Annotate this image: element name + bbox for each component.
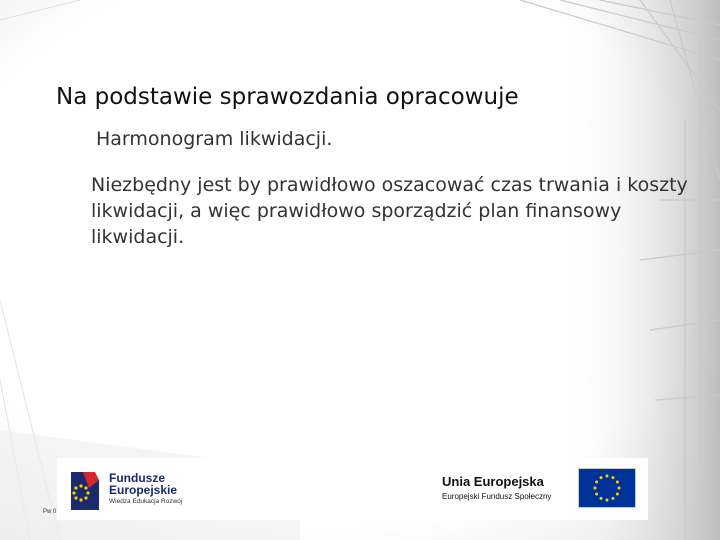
eu-star-icon (600, 476, 603, 479)
slide-title: Na podstawie sprawozdania opracowuje (56, 84, 519, 110)
eu-star-icon (616, 493, 619, 496)
ue-line1: Unia Europejska (442, 474, 544, 489)
eu-star-icon (612, 476, 615, 479)
bullet-harmonogram: Harmonogram likwidacji. (96, 128, 333, 150)
eu-star-icon (595, 481, 598, 484)
ue-line2: Europejski Fundusz Społeczny (442, 492, 552, 501)
eu-star-icon (600, 497, 603, 500)
fundusze-europejskie-emblem-icon (67, 466, 103, 512)
page-label: Pw 0 (43, 509, 57, 515)
fundusze-line1: Fundusze (109, 471, 165, 485)
fundusze-europejskie-logo (65, 462, 215, 516)
eu-star-icon (606, 475, 609, 478)
eu-flag-icon (578, 468, 636, 508)
bullet-niezbedny: Niezbędny jest by prawidłowo oszacować czas trwania i koszty likwidacji, a więc prawidłowo sporządzić plan finansowy likwidacji. (91, 174, 688, 248)
fundusze-text (109, 472, 182, 508)
eu-star-icon (612, 497, 615, 500)
eu-star-icon (618, 487, 621, 490)
footer-logos (57, 458, 648, 520)
eu-star-icon (594, 487, 597, 490)
unia-europejska-text (442, 474, 551, 504)
fundusze-line2: Europejskie (109, 483, 178, 497)
fundusze-line3: Wiedza Edukacja Rozwój (109, 498, 183, 505)
eu-star-icon (606, 499, 609, 502)
eu-star-icon (595, 493, 598, 496)
eu-star-icon (616, 481, 619, 484)
